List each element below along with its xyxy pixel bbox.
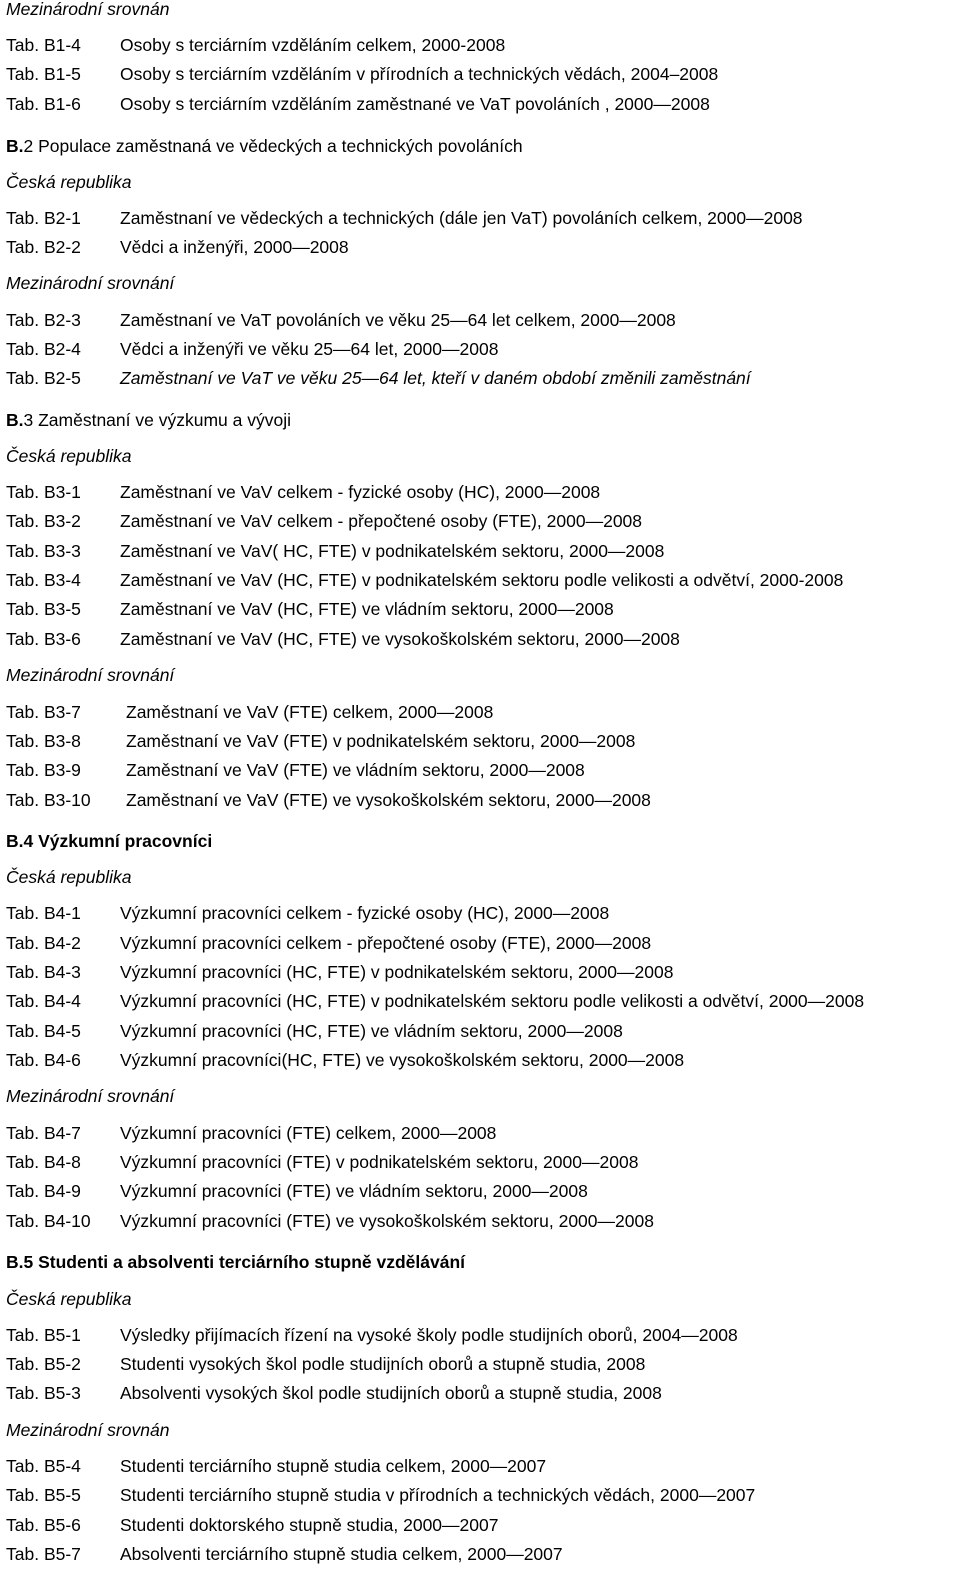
table-code: Tab. B5-6 (6, 1515, 81, 1535)
table-title: Osoby s terciárním vzděláním celkem, 2000-2008 (120, 35, 506, 55)
table-title: Zaměstnaní ve VaV( HC, FTE) v podnikatelském sektoru, 2000—2008 (120, 541, 665, 561)
table-title: Výzkumní pracovníci (FTE) v podnikatelském sektoru, 2000—2008 (120, 1152, 639, 1172)
table-title: Zaměstnaní ve VaV (FTE) v podnikatelském sektoru, 2000—2008 (126, 731, 636, 751)
subsection-label: Česká republika (6, 1289, 132, 1309)
table-code: Tab. B4-6 (6, 1050, 81, 1070)
table-code: Tab. B4-3 (6, 962, 81, 982)
table-title: Studenti doktorského stupně studia, 2000—2007 (120, 1515, 499, 1535)
section-heading (6, 1251, 960, 1273)
table-title: Absolventi terciárního stupně studia celkem, 2000—2007 (120, 1544, 563, 1564)
table-title: Studenti terciárního stupně studia celkem, 2000—2007 (120, 1456, 547, 1476)
section-heading-number: B. (6, 136, 24, 156)
table-title: Studenti vysokých škol podle studijních oborů a stupně studia, 2008 (120, 1354, 646, 1374)
table-title: Zaměstnaní ve VaV (FTE) ve vysokoškolském sektoru, 2000—2008 (126, 790, 651, 810)
table-code: Tab. B5-4 (6, 1456, 81, 1476)
table-title: Zaměstnaní ve VaV (FTE) celkem, 2000—2008 (126, 702, 494, 722)
table-title: Zaměstnaní ve VaV celkem - fyzické osoby (HC), 2000—2008 (120, 482, 601, 502)
table-code: Tab. B5-7 (6, 1544, 81, 1564)
table-title: Osoby s terciárním vzděláním v přírodních a technických vědách, 2004–2008 (120, 64, 719, 84)
table-title: Výzkumní pracovníci (HC, FTE) ve vládním sektoru, 2000—2008 (120, 1021, 623, 1041)
table-code: Tab. B3-3 (6, 541, 81, 561)
table-title: Výzkumní pracovníci (FTE) ve vládním sektoru, 2000—2008 (120, 1181, 588, 1201)
table-code: Tab. B2-4 (6, 339, 81, 359)
subsection-label: Česká republika (6, 867, 132, 887)
table-title: Zaměstnaní ve VaV (HC, FTE) v podnikatelském sektoru podle velikosti a odvětví, 2000-2008 (120, 570, 844, 590)
table-code: Tab. B4-5 (6, 1021, 81, 1041)
table-title: Vědci a inženýři, 2000—2008 (120, 237, 349, 257)
subsection-label: Mezinárodní srovnán (6, 1420, 170, 1440)
table-title: Zaměstnaní ve vědeckých a technických (dále jen VaT) povoláních celkem, 2000—2008 (120, 208, 803, 228)
table-title: Zaměstnaní ve VaV (HC, FTE) ve vládním sektoru, 2000—2008 (120, 599, 614, 619)
table-title: Výsledky přijímacích řízení na vysoké školy podle studijních oborů, 2004—2008 (120, 1325, 738, 1345)
table-code: Tab. B3-10 (6, 790, 91, 810)
table-code: Tab. B4-4 (6, 991, 81, 1011)
table-title: Osoby s terciárním vzděláním zaměstnané ve VaT povoláních , 2000—2008 (120, 94, 710, 114)
table-title: Zaměstnaní ve VaV celkem - přepočtené osoby (FTE), 2000—2008 (120, 511, 643, 531)
table-code: Tab. B3-7 (6, 702, 81, 722)
section-heading (6, 409, 960, 431)
table-code: Tab. B3-9 (6, 760, 81, 780)
table-code: Tab. B2-3 (6, 310, 81, 330)
section-heading (6, 135, 960, 157)
table-title: Studenti terciárního stupně studia v přírodních a technických vědách, 2000—2007 (120, 1485, 756, 1505)
table-title: Výzkumní pracovníci (HC, FTE) v podnikatelském sektoru podle velikosti a odvětví, 2000—2008 (120, 991, 865, 1011)
table-code: Tab. B1-4 (6, 35, 81, 55)
table-code: Tab. B4-10 (6, 1211, 91, 1231)
table-title: Výzkumní pracovníci celkem - přepočtené osoby (FTE), 2000—2008 (120, 933, 652, 953)
table-title: Výzkumní pracovníci(HC, FTE) ve vysokoškolském sektoru, 2000—2008 (120, 1050, 685, 1070)
table-code: Tab. B3-6 (6, 629, 81, 649)
table-code: Tab. B3-5 (6, 599, 81, 619)
table-title: Zaměstnaní ve VaT ve věku 25—64 let, kteří v daném období změnili zaměstnání (120, 368, 751, 388)
table-code: Tab. B5-3 (6, 1383, 81, 1403)
table-title: Výzkumní pracovníci (FTE) ve vysokoškolském sektoru, 2000—2008 (120, 1211, 654, 1231)
table-code: Tab. B4-2 (6, 933, 81, 953)
table-title: Výzkumní pracovníci (HC, FTE) v podnikatelském sektoru, 2000—2008 (120, 962, 674, 982)
table-code: Tab. B2-2 (6, 237, 81, 257)
table-code: Tab. B3-1 (6, 482, 81, 502)
table-code: Tab. B5-1 (6, 1325, 81, 1345)
section-heading-number: B. (6, 410, 24, 430)
table-title: Zaměstnaní ve VaV (FTE) ve vládním sektoru, 2000—2008 (126, 760, 585, 780)
section-heading (6, 830, 960, 852)
table-code: Tab. B4-1 (6, 903, 81, 923)
table-code: Tab. B5-2 (6, 1354, 81, 1374)
table-code: Tab. B3-4 (6, 570, 81, 590)
table-code: Tab. B2-1 (6, 208, 81, 228)
section-heading-number: B.4 Výzkumní pracovníci (6, 831, 213, 851)
table-code: Tab. B1-6 (6, 94, 81, 114)
table-title: Výzkumní pracovníci celkem - fyzické osoby (HC), 2000—2008 (120, 903, 610, 923)
section-heading-text: 3 Zaměstnaní ve výzkumu a vývoji (23, 410, 291, 430)
subsection-label: Mezinárodní srovnání (6, 1086, 175, 1106)
subsection-label: Česká republika (6, 172, 132, 192)
table-code: Tab. B4-8 (6, 1152, 81, 1172)
table-title: Absolventi vysokých škol podle studijních oborů a stupně studia, 2008 (120, 1383, 662, 1403)
section-heading-number: B.5 Studenti a absolventi terciárního stupně vzdělávání (6, 1252, 465, 1272)
table-title: Zaměstnaní ve VaT povoláních ve věku 25—64 let celkem, 2000—2008 (120, 310, 676, 330)
subsection-label: Mezinárodní srovnání (6, 665, 175, 685)
table-code: Tab. B4-9 (6, 1181, 81, 1201)
table-code: Tab. B4-7 (6, 1123, 81, 1143)
table-code: Tab. B1-5 (6, 64, 81, 84)
subsection-label: Mezinárodní srovnání (6, 273, 175, 293)
table-title: Výzkumní pracovníci (FTE) celkem, 2000—2008 (120, 1123, 497, 1143)
table-title: Vědci a inženýři ve věku 25—64 let, 2000—2008 (120, 339, 499, 359)
table-code: Tab. B3-2 (6, 511, 81, 531)
table-code: Tab. B3-8 (6, 731, 81, 751)
table-code: Tab. B5-5 (6, 1485, 81, 1505)
subsection-label: Česká republika (6, 446, 132, 466)
section-heading-text: 2 Populace zaměstnaná ve vědeckých a technických povoláních (23, 136, 523, 156)
table-code: Tab. B2-5 (6, 368, 81, 388)
subsection-label: Mezinárodní srovnán (6, 0, 170, 19)
table-title: Zaměstnaní ve VaV (HC, FTE) ve vysokoškolském sektoru, 2000—2008 (120, 629, 680, 649)
